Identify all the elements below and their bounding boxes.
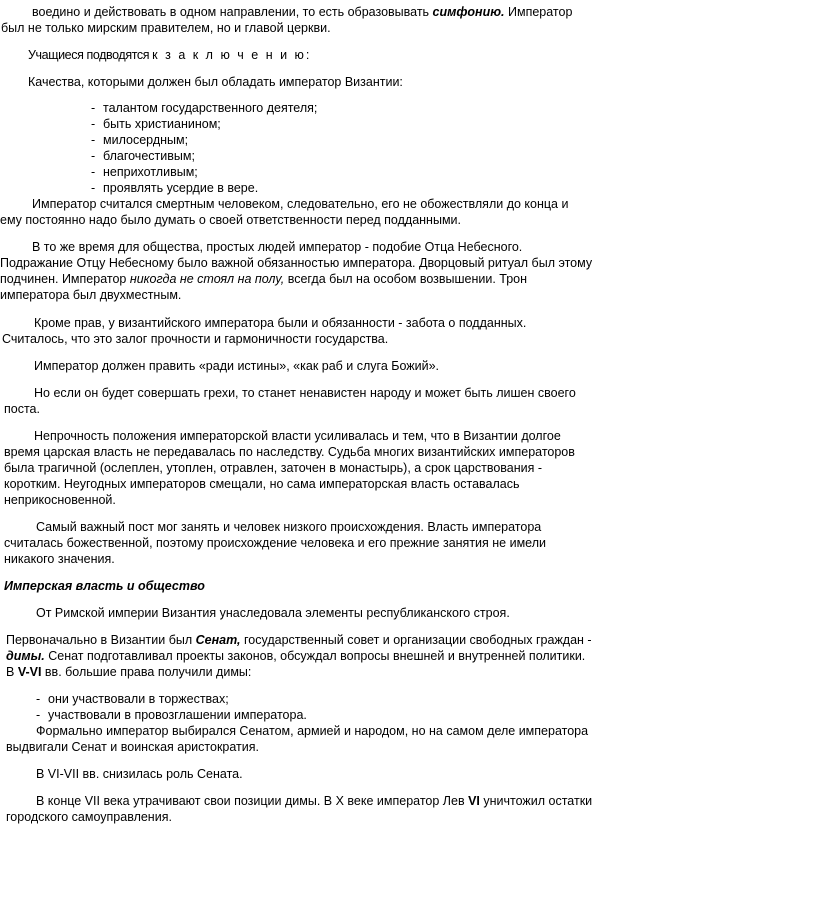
list-item-text: благочестивым; xyxy=(103,149,195,163)
paragraph-line: была трагичной (ослеплен, утоплен, отравлен, заточен в монастырь), а срок царствования - xyxy=(4,461,543,475)
paragraph-text: всегда был на особом возвышении. Трон xyxy=(284,272,528,286)
paragraph-line: Император должен править «ради истины», «как раб и слуга Божий». xyxy=(34,359,440,373)
paragraph-text: В конце VII века утрачивают свои позиции димы. В X веке император Лев xyxy=(36,794,469,808)
paragraph-line xyxy=(36,793,592,809)
paragraph-line: В то же время для общества, простых людей император - подобие Отца Небесного. xyxy=(32,240,523,254)
paragraph-text: В xyxy=(6,665,18,679)
list-item-text: проявлять усердие в вере. xyxy=(103,181,259,195)
paragraph-line: В VI-VII вв. снизилась роль Сената. xyxy=(36,767,243,781)
paragraph-line: Кроме прав, у византийского императора были и обязанности - забота о подданных. xyxy=(34,316,527,330)
paragraph-text: государственный совет и организации свободных граждан - xyxy=(240,633,592,647)
paragraph-line: Но если он будет совершать грехи, то станет ненавистен народу и может быть лишен своего xyxy=(34,386,576,400)
list-item-text: милосердным; xyxy=(103,133,189,147)
senate-term: Сенат, xyxy=(195,633,241,647)
paragraph-line xyxy=(6,632,592,648)
intro-line-2: был не только мирским правителем, но и главой церкви. xyxy=(1,21,331,35)
paragraph-line: неприкосновенной. xyxy=(4,493,116,507)
section-title: Имперская власть и общество xyxy=(4,579,205,593)
list-item-text: они участвовали в торжествах; xyxy=(48,692,229,706)
paragraph-line: Подражание Отцу Небесному было важной обязанностью императора. Дворцовый ритуал был этому xyxy=(0,256,593,270)
paragraph-text: Первоначально в Византии был xyxy=(6,633,196,647)
list-item: - благочестивым; xyxy=(91,149,195,163)
paragraph-line: считалась божественной, поэтому происхождение человека и его прежние занятия не имели xyxy=(4,536,546,550)
paragraph-line: Формально император выбирался Сенатом, армией и народом, но на самом деле императора xyxy=(36,724,589,738)
paragraph-text: уничтожил остатки xyxy=(479,794,593,808)
paragraph-line: коротким. Неугодных императоров смещали, но сама императорская власть оставалась xyxy=(4,477,520,491)
paragraph-line: ему постоянно надо было думать о своей ответственности перед подданными. xyxy=(0,213,461,227)
paragraph-line: Непрочность положения императорской власти усиливалась и тем, что в Византии долгое xyxy=(34,429,561,443)
conclusion-line xyxy=(28,47,309,63)
paragraph-text: подчинен. Император xyxy=(0,272,130,286)
paragraph-line: поста. xyxy=(4,402,40,416)
conclusion-spaced: к з а к л ю ч е н и ю xyxy=(152,48,306,62)
intro-line-1 xyxy=(32,4,572,20)
paragraph-line: Император считался смертным человеком, следовательно, его не обожествляли до конца и xyxy=(32,197,569,211)
list-item: - милосердным; xyxy=(91,133,189,147)
paragraph-line: время царская власть не передавалась по наследству. Судьба многих византийских императоров xyxy=(4,445,575,459)
list-item: - участвовали в провозглашении императора. xyxy=(36,708,307,722)
intro-text: воедино и действовать в одном направлении, то есть образовывать xyxy=(32,5,433,19)
paragraph-line xyxy=(6,648,585,664)
list-item: - быть христианином; xyxy=(91,117,221,131)
symphony-term: симфонию. xyxy=(432,5,505,19)
paragraph-text: Сенат подготавливал проекты законов, обсуждал вопросы внешней и внутренней политики. xyxy=(44,649,586,663)
paragraph-line: Считалось, что это залог прочности и гармоничности государства. xyxy=(2,332,389,346)
list-item: - они участвовали в торжествах; xyxy=(36,692,229,706)
paragraph-line: выдвигали Сенат и воинская аристократия. xyxy=(6,740,259,754)
conclusion-prefix: Учащиеся подводятся xyxy=(28,48,153,62)
emphasis-text: никогда не стоял на полу, xyxy=(129,272,285,286)
paragraph-line: никакого значения. xyxy=(4,552,115,566)
paragraph-line xyxy=(0,271,527,287)
list-item-text: неприхотливым; xyxy=(103,165,198,179)
list-item: - талантом государственного деятеля; xyxy=(91,101,318,115)
list-item: - неприхотливым; xyxy=(91,165,198,179)
conclusion-suffix: : xyxy=(305,48,309,62)
list-item-text: быть христианином; xyxy=(103,117,221,131)
paragraph-line: От Римской империи Византия унаследовала элементы республиканского строя. xyxy=(36,606,510,620)
list-item-text: участвовали в провозглашении императора. xyxy=(48,708,307,722)
qualities-heading: Качества, которыми должен был обладать император Византии: xyxy=(28,75,403,89)
paragraph-line xyxy=(6,664,251,680)
intro-text: Император xyxy=(504,5,573,19)
paragraph-line: городского самоуправления. xyxy=(6,810,172,824)
century-term: V-VI xyxy=(17,665,42,679)
paragraph-line: Самый важный пост мог занять и человек низкого происхождения. Власть императора xyxy=(36,520,542,534)
paragraph-text: вв. большие права получили димы: xyxy=(41,665,252,679)
list-item: - проявлять усердие в вере. xyxy=(91,181,259,195)
dimy-term: димы. xyxy=(6,649,45,663)
list-item-text: талантом государственного деятеля; xyxy=(103,101,318,115)
roman-numeral: VI xyxy=(468,794,480,808)
paragraph-line: императора был двухместным. xyxy=(0,288,182,302)
